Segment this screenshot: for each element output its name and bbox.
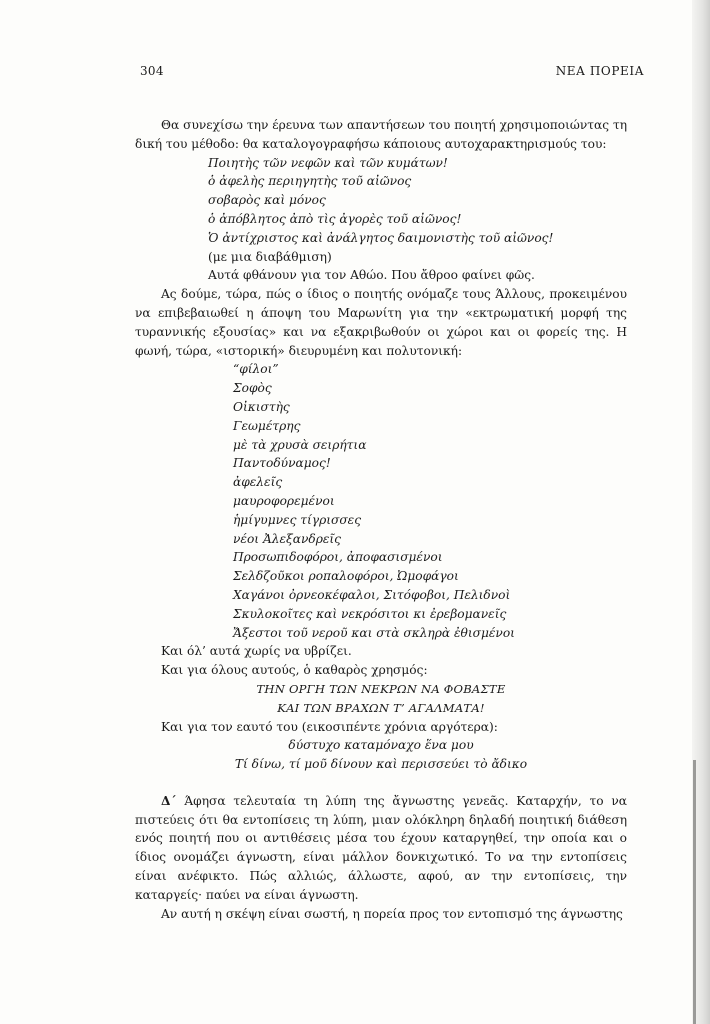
section-d-paragraph [135,792,627,905]
quote-line: ὁ ἀφελὴς περιηγητὴς τοῦ αἰῶνος [208,174,412,189]
poem-line: Γεωμέτρης [233,418,301,433]
quote-line: Ποιητὴς τῶν νεφῶν καὶ τῶν κυμάτων! [208,155,448,170]
poem-line: Παντοδύναμος! [233,456,331,471]
poem-line: νέοι Ἀλεξανδρεῖς [233,531,342,546]
page-edge-line [693,760,696,1024]
poem-line: Ἄξεστοι τοῦ νεροῦ και στὰ σκληρὰ ἐθισμένοι [233,625,515,640]
oracle-line: ΚΑΙ ΤΩΝ ΒΡΑΧΩΝ Τ’ ΑΓΑΛΜΑΤΑ! [277,700,485,715]
quote-after: Αυτά φθάνουν για τον Αθώο. Που ἄθροο φαίνει φῶς. [208,268,535,283]
others-names-poem [135,360,627,642]
oracle-line: ΤΗΝ ΟΡΓΗ ΤΩΝ ΝΕΚΡΩΝ ΝΑ ΦΟΒΑΣΤΕ [256,681,506,696]
poem-line: ἀφελεῖς [233,475,283,490]
poem-line: Οἰκιστὴς [233,399,290,414]
section-gap [135,774,627,792]
page-body [135,116,627,923]
quote-note: (με μια διαβάθμιση) [208,249,332,264]
poem-line: Χαγάνοι ὀρνεοκέφαλοι, Σιτόφοβοι, Πελιδνοὶ [233,587,511,602]
section-mark: Δ΄ [161,793,177,808]
paragraph-others: Ας δούμε, τώρα, πώς ο ίδιος ο ποιητής ονόμαζε τους Άλλους, προκειμένου να επιβεβαιωθεί η άποψη του Μαρωνίτη για την «εκτρωματική μορφή της τυραννικής εξουσίας» και να εξακριβωθούν οι χώροι και οι φορείς της. Η φωνή, τώρα, «ιστορική» διευρυμένη και πολυτονική: [135,287,627,358]
poem-line: μαυροφορεμένοι [233,493,335,508]
page-number: 304 [140,64,164,78]
poem-line: ἡμίγυμνες τίγρισσες [233,512,362,527]
after-poem-line: Και για όλους αυτούς, ὁ καθαρὸς χρησμός: [161,663,428,678]
self-characterizations-quote [135,154,627,286]
quote-line: Ὁ ἀντίχριστος καὶ ἀνάλγητος δαιμονιστὴς τοῦ αἰῶνος! [208,230,554,245]
paragraph-intro: Θα συνεχίσω την έρευνα των απαντήσεων του ποιητή χρησιμοποιώντας τη δική του μέθοδο: θα καταλογογραφήσω κάποιους αυτοχαρακτηρισμούς του: [135,118,627,151]
self-intro: Και για τον εαυτό του (εικοσιπέντε χρόνια αργότερα): [161,719,498,734]
poem-line: Σκυλοκοῖτες καὶ νεκρόσιτοι κι ἐρεβομανεῖς [233,606,507,621]
quote-line: ὁ ἀπόβλητος ἀπὸ τὶς ἀγορὲς τοῦ αἰῶνος! [208,211,462,226]
running-head: ΝΕΑ ΠΟΡΕΙΑ [555,64,644,78]
last-paragraph: Αν αυτή η σκέψη είναι σωστή, η πορεία προς τον εντοπισμό της άγνωστης [161,906,623,921]
quote-line: σοβαρὸς καὶ μόνος [208,193,326,208]
page-header [140,64,644,84]
poem-line: μὲ τὰ χρυσὰ σειρήτια [233,437,367,452]
self-line: Τί δίνω, τί μοῦ δίνουν καὶ περισσεύει τὸ ἄδικο [234,757,528,772]
poem-line: “φίλοι” [233,362,279,377]
poem-line: Σοφὸς [233,381,272,396]
section-d-text: Άφησα τελευταία τη λύπη της ἄγνωστης γενεᾶς. Καταρχήν, το να πιστεύεις ότι θα εντοπίσεις τη λύπη, μιαν ολόκληρη δηλαδή ποιητική διάθεση ενός ποιητή που οι αντιθέσεις μέσα του έχουν καταργηθεί, την οποία και ο ίδιος ονομάζει άγνωστη, είναι μάλλον δονκιχωτικό. Το να την εντοπίσεις είναι ανέφικτο. Πώς αλλιώς, άλλωστε, αφού, αν την εντοπίσεις, την καταργείς· παύει να είναι άγνωστη. [135,793,628,902]
poem-line: Προσωπιδοφόροι, ἀποφασισμένοι [233,550,443,565]
after-poem-line: Και όλ’ αυτά χωρίς να υβρίζει. [161,644,352,659]
self-line: δύστυχο καταμόναχο ἕνα μου [288,738,474,753]
poem-line: Σελδζοῦκοι ροπαλοφόροι, Ὠμοφάγοι [233,569,459,584]
